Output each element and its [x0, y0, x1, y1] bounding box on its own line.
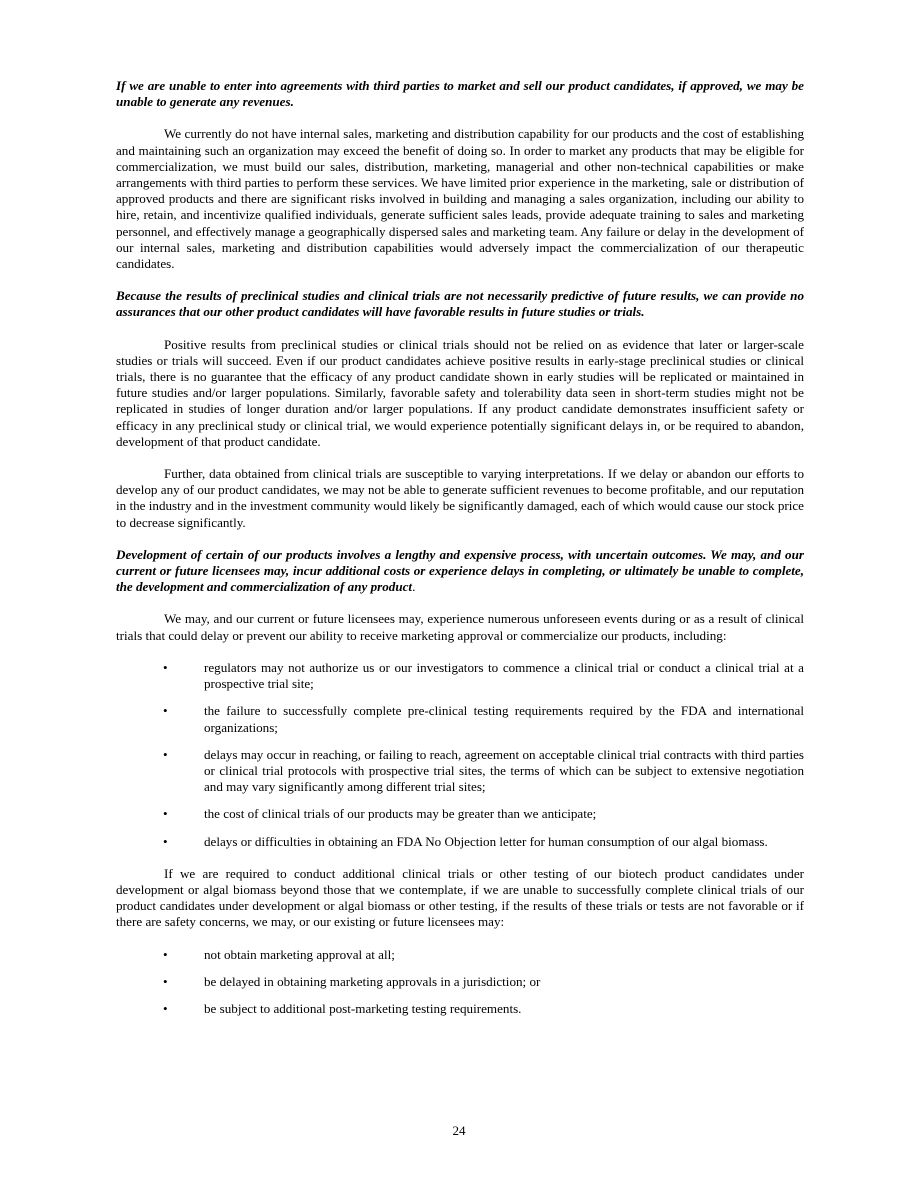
list-item [116, 747, 804, 796]
paragraph-data-interpretations: Further, data obtained from clinical trials are susceptible to varying interpretations. If we delay or abandon our efforts to develop any of our product candidates, we may not be able to generate sufficient revenues to become profitable, and our reputation in the industry and in the investment community would likely be significantly damaged, each of which would cause our stock price to decrease significantly. [116, 466, 804, 530]
paragraph-additional-trials: If we are required to conduct additional clinical trials or other testing of our biotech product candidates under development or algal biomass beyond those that we contemplate, if we are unable to successfully complete clinical trials of our product candidates under development or algal biomass or other testing, if the results of these trials or tests are not favorable or if there are safety concerns, we may, or our existing or future licensees may: [116, 865, 804, 930]
bullet-icon: • [163, 833, 168, 849]
list-item [116, 947, 804, 963]
bullet-list-approval-outcomes [116, 947, 804, 1018]
list-item-text: not obtain marketing approval at all; [204, 946, 395, 962]
page-number: 24 [452, 1123, 466, 1138]
list-item-text: be subject to additional post-marketing testing requirements. [204, 1000, 522, 1016]
paragraph-positive-results: Positive results from preclinical studies or clinical trials should not be relied on as evidence that later or larger-scale studies or trials will succeed. Even if our product candidates achieve positive results in early-stage preclinical studies or clinical trials, there is no guarantee that the efficacy of any product candidate shown in early studies will be replicated or maintained in future studies and/or larger populations. Similarly, favorable safety and tolerability data seen in short-term studies might not be replicated in studies of longer duration and/or larger populations. If any product candidate demonstrates insufficient safety or efficacy in any preclinical study or clinical trial, we would experience potentially significant delays in, or be required to abandon, development of that product candidate. [116, 336, 804, 449]
section-heading-third-party-marketing: If we are unable to enter into agreements with third parties to market and sell our product candidates, if approved, we may be unable to generate any revenues. [116, 78, 804, 110]
list-item [116, 806, 804, 822]
bullet-icon: • [163, 806, 168, 822]
list-item-text: delays may occur in reaching, or failing to reach, agreement on acceptable clinical trial contracts with third parties or clinical trial protocols with prospective trial sites, the terms of which can be subject to extensive negotiation and may vary significantly among different trial sites; [204, 746, 804, 795]
list-item-text: regulators may not authorize us or our investigators to commence a clinical trial or conduct a clinical trial at a prospective trial site; [204, 659, 804, 692]
list-item-text: the failure to successfully complete pre-clinical testing requirements required by the FDA and international organizations; [204, 703, 804, 735]
bullet-icon: • [163, 973, 168, 989]
list-item-text: delays or difficulties in obtaining an FDA No Objection letter for human consumption of our algal biomass. [204, 833, 768, 849]
paragraph-sales-capability: We currently do not have internal sales, marketing and distribution capability for our products and the cost of establishing and maintaining such an organization may exceed the benefit of doing so. In order to market any products that may be eligible for commercialization, we must build our sales, distribution, marketing, managerial and other non-technical capabilities or make arrangements with third parties to perform these services. We have limited prior experience in the marketing, sale or distribution of approved products and there are significant risks involved in building and managing a sales organization, including our ability to hire, retain, and incentivize qualified individuals, generate sufficient sales leads, provide adequate training to sales and marketing personnel, and effectively manage a geographically dispersed sales and marketing team. Any failure or delay in the development of our internal sales, marketing and distribution capabilities would adversely impact the commercialization of our therapeutic candidates. [116, 126, 804, 272]
bullet-icon: • [163, 703, 168, 719]
list-item [116, 703, 804, 735]
list-item-text: be delayed in obtaining marketing approvals in a jurisdiction; or [204, 973, 541, 989]
list-item-text: the cost of clinical trials of our products may be greater than we anticipate; [204, 806, 597, 822]
section-heading-development-process-text: Development of certain of our products involves a lengthy and expensive process, with uncertain outcomes. We may, and our current or future licensees may, incur additional costs or experience delays in completing, or ultimately be unable to complete, the development and commercialization of any product [116, 546, 804, 595]
bullet-list-trial-risks [116, 660, 804, 850]
bullet-icon: • [163, 946, 168, 962]
section-heading-preclinical-results: Because the results of preclinical studies and clinical trials are not necessarily predictive of future results, we can provide no assurances that our other product candidates will have favorable results in future studies or trials. [116, 288, 804, 320]
bullet-icon: • [163, 746, 168, 762]
list-item [116, 974, 804, 990]
heading-period: . [412, 579, 416, 595]
list-item [116, 660, 804, 692]
list-item [116, 834, 804, 850]
bullet-icon: • [163, 659, 168, 675]
section-heading-development-process [116, 547, 804, 596]
paragraph-unforeseen-events: We may, and our current or future licensees may, experience numerous unforeseen events during or as a result of clinical trials that could delay or prevent our ability to receive marketing approval or commercialize our products, including: [116, 611, 804, 643]
bullet-icon: • [163, 1000, 168, 1016]
document-page [116, 78, 804, 1033]
list-item [116, 1001, 804, 1017]
